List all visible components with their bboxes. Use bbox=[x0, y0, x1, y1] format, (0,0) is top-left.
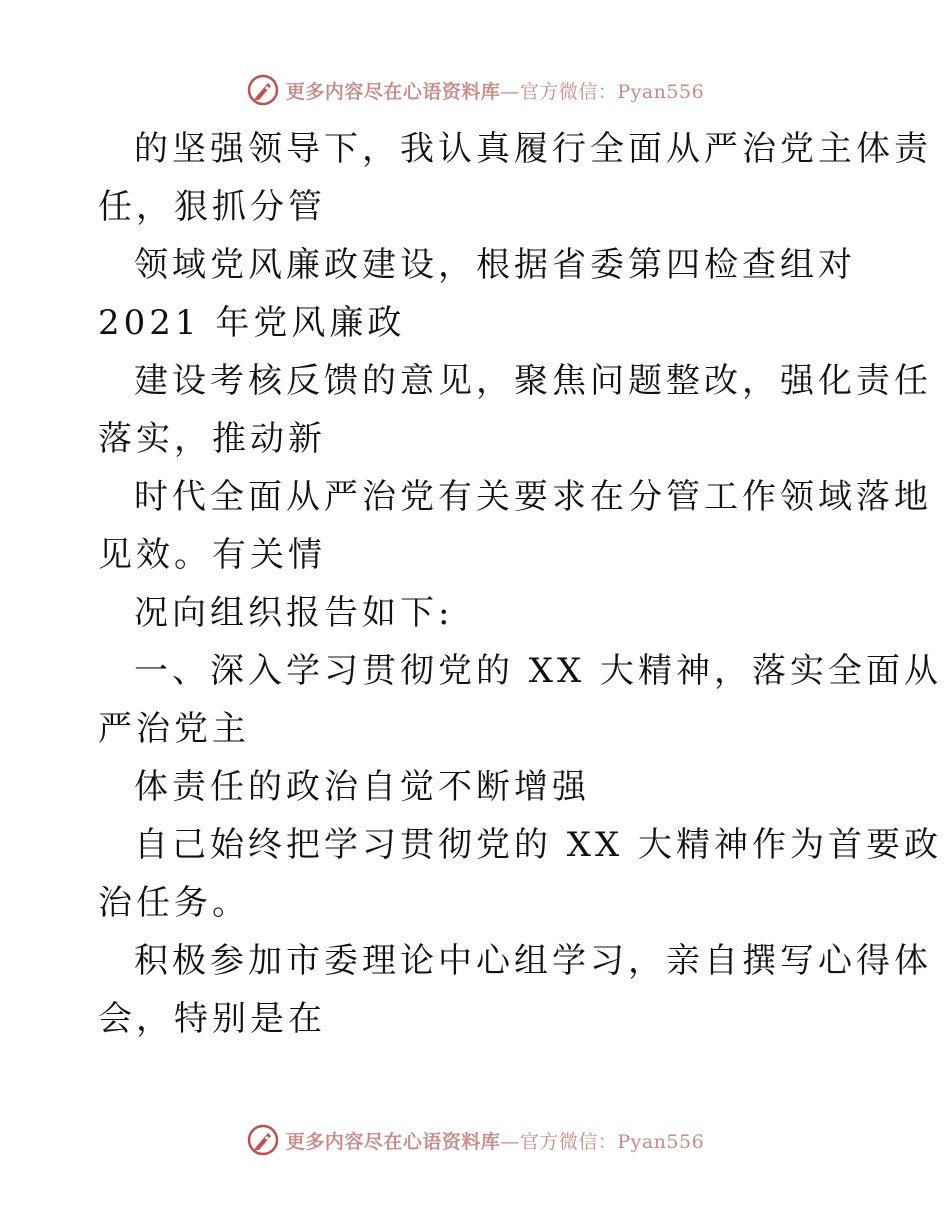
pen-nib-logo-icon bbox=[246, 1123, 280, 1157]
body-line: 2021 年党风廉政 bbox=[98, 303, 406, 343]
header-suffix: 官方微信：Pyan556 bbox=[519, 80, 705, 103]
header-separator: — bbox=[500, 80, 520, 103]
body-line: 建设考核反馈的意见，聚焦问题整改，强化责任 bbox=[134, 361, 932, 401]
header-brand: 更多内容尽在心语资料库 bbox=[285, 80, 501, 103]
body-line: 治任务。 bbox=[98, 883, 250, 923]
footer-banner-text bbox=[286, 1127, 704, 1154]
body-line: 一、深入学习贯彻党的 XX 大精神，落实全面从 bbox=[134, 651, 943, 691]
header-banner-text bbox=[286, 77, 704, 104]
header-banner bbox=[0, 70, 950, 110]
body-text bbox=[98, 120, 943, 1048]
body-line: 领域党风廉政建设，根据省委第四检查组对 bbox=[134, 245, 856, 285]
body-line: 严治党主 bbox=[98, 709, 250, 749]
body-line: 体责任的政治自觉不断增强 bbox=[134, 767, 590, 807]
body-line: 时代全面从严治党有关要求在分管工作领域落地 bbox=[134, 477, 932, 517]
body-line: 任，狠抓分管 bbox=[98, 187, 326, 227]
body-line: 见效。有关情 bbox=[98, 535, 326, 575]
pen-nib-logo-icon bbox=[246, 73, 280, 107]
footer-suffix: 官方微信：Pyan556 bbox=[519, 1130, 705, 1153]
body-line: 落实，推动新 bbox=[98, 419, 326, 459]
body-line: 积极参加市委理论中心组学习，亲自撰写心得体 bbox=[134, 941, 932, 981]
body-line: 会，特别是在 bbox=[98, 999, 326, 1039]
body-line: 的坚强领导下，我认真履行全面从严治党主体责 bbox=[134, 129, 932, 169]
footer-banner bbox=[0, 1120, 950, 1160]
body-line: 况向组织报告如下: bbox=[134, 593, 454, 633]
footer-separator: — bbox=[500, 1130, 520, 1153]
body-line: 自己始终把学习贯彻党的 XX 大精神作为首要政 bbox=[134, 825, 943, 865]
footer-brand: 更多内容尽在心语资料库 bbox=[285, 1130, 501, 1153]
